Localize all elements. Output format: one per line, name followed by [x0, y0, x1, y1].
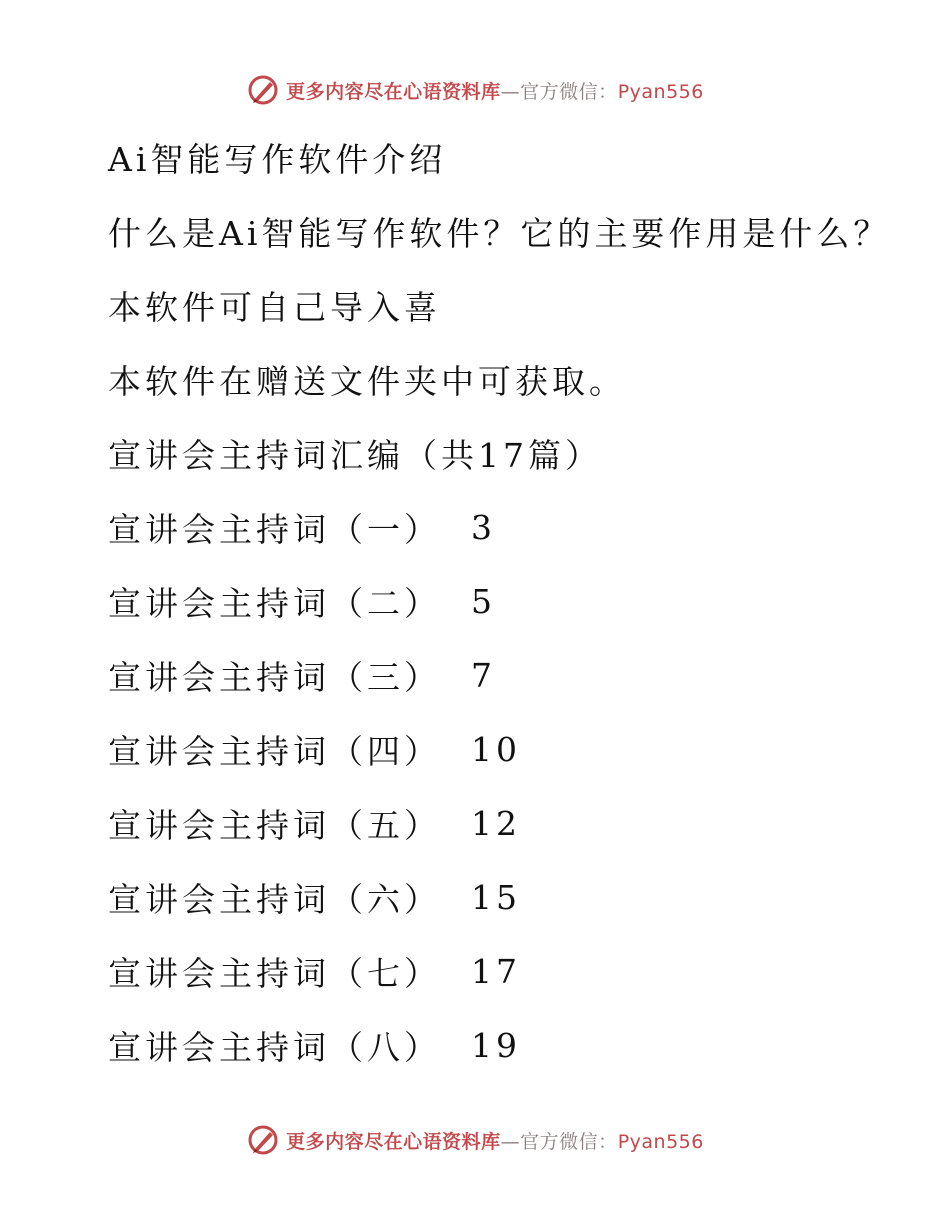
toc-entry — [108, 712, 908, 786]
toc-entry-page: 3 — [471, 507, 496, 547]
watermark-wechat-id: Pyan556 — [617, 80, 704, 103]
watermark-wechat-label: 官方微信： — [520, 1130, 618, 1153]
watermark-wechat-label: 官方微信： — [520, 80, 618, 103]
watermark-separator: — — [500, 1130, 521, 1153]
toc-entry — [108, 638, 908, 712]
pen-in-circle-icon — [246, 73, 280, 107]
toc-entry-title: 宣讲会主持词（五） — [108, 805, 441, 845]
document-body — [108, 120, 908, 1082]
toc-entry-page: 15 — [471, 877, 521, 917]
watermark-slogan: 更多内容尽在心语资料库 — [286, 80, 501, 103]
watermark-group — [246, 1123, 704, 1157]
toc-entry-title: 宣讲会主持词（七） — [108, 953, 441, 993]
toc-entry-title: 宣讲会主持词（二） — [108, 583, 441, 623]
footer-watermark — [0, 1120, 950, 1160]
watermark-slogan: 更多内容尽在心语资料库 — [286, 1130, 501, 1153]
toc-entry-page: 5 — [471, 581, 496, 621]
import-note: 本软件可自己导入喜 — [108, 287, 441, 327]
toc-entry — [108, 490, 908, 564]
pen-in-circle-icon — [246, 1123, 280, 1157]
toc-entry-page: 10 — [471, 729, 521, 769]
toc-entry-title: 宣讲会主持词（四） — [108, 731, 441, 771]
toc-entry-title: 宣讲会主持词（三） — [108, 657, 441, 697]
toc-entry-page: 17 — [471, 951, 521, 991]
toc-entry — [108, 564, 908, 638]
toc-entry-page: 12 — [471, 803, 521, 843]
watermark-separator: — — [500, 80, 521, 103]
document-heading: Ai智能写作软件介绍 — [108, 139, 447, 179]
gift-note: 本软件在赠送文件夹中可获取。 — [108, 361, 626, 401]
toc-entry — [108, 934, 908, 1008]
toc-entry — [108, 1008, 908, 1082]
watermark-group — [246, 73, 704, 107]
collection-title: 宣讲会主持词汇编（共17篇） — [108, 435, 602, 475]
table-of-contents — [108, 490, 908, 1082]
watermark-text — [286, 1127, 704, 1154]
watermark-wechat-id: Pyan556 — [617, 1130, 704, 1153]
document-question: 什么是Ai智能写作软件？它的主要作用是什么？ — [108, 213, 891, 253]
toc-entry — [108, 860, 908, 934]
toc-entry-title: 宣讲会主持词（一） — [108, 509, 441, 549]
toc-entry — [108, 786, 908, 860]
toc-entry-title: 宣讲会主持词（六） — [108, 879, 441, 919]
toc-entry-title: 宣讲会主持词（八） — [108, 1027, 441, 1067]
toc-entry-page: 7 — [471, 655, 496, 695]
toc-entry-page: 19 — [471, 1025, 521, 1065]
watermark-text — [286, 77, 704, 104]
header-watermark — [0, 70, 950, 110]
